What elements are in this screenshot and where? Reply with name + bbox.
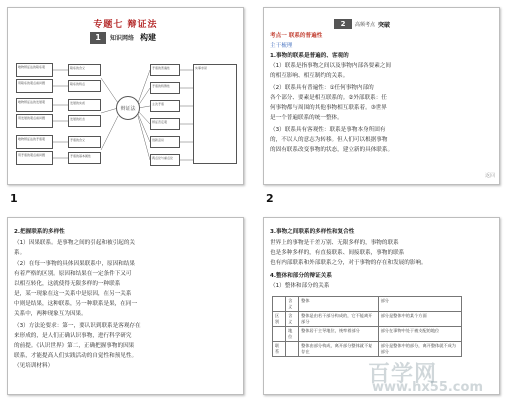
table-cell: 含义	[286, 312, 299, 327]
body-line: 是，某一现象在这一关系中是原因，在另一关系	[14, 291, 132, 297]
table-cell: 区别	[273, 312, 286, 327]
body-line: 4.整体和部分的辩证关系	[270, 273, 332, 279]
map-node: 主次矛盾	[150, 100, 180, 112]
map-node: 用联系的观点看问题	[16, 79, 53, 93]
table-row	[273, 312, 462, 327]
table-cell: 部分是整体中的部分，离开整体就不成为部分	[378, 342, 461, 357]
body-line: 的前提。《认识世界》第二，正确把握事物的因果	[14, 343, 135, 349]
table-cell: 部分	[378, 297, 461, 312]
body-line: 系。	[14, 250, 26, 256]
slide-title: 专题七 辩证法	[93, 20, 158, 30]
slide-1[interactable]	[7, 7, 244, 185]
body-line: （1）因果联系。是事物之间的引起和被引起的关	[14, 240, 136, 246]
map-node: 唯物辩证法的联系观	[16, 63, 53, 77]
table-header-row	[273, 297, 462, 312]
map-node: 用矛盾的观点看问题	[16, 151, 53, 165]
body-line: （2）联系具有普遍性：①任何事物内部的	[270, 85, 374, 91]
body-line: 世界上的事物是千差万别、无限多样的，事物的联系	[270, 240, 399, 246]
body-line: 的，不以人的意志为转移。但人们可以根据事物	[270, 137, 388, 143]
table-cell	[273, 297, 286, 312]
slide-header	[334, 19, 390, 29]
body-line: 中则是结果，这种联系，另一种联系是果，在同一	[14, 301, 138, 307]
slide-number: 2	[266, 192, 274, 205]
band-highlight: 构建	[140, 33, 157, 42]
band-number: 1	[90, 32, 106, 44]
table-row	[273, 342, 462, 357]
map-node: 联系的含义	[68, 64, 101, 76]
body-line: （1）整体和部分的关系	[270, 283, 330, 289]
body-line: 何事物都与周围的其他事物相互联系着。③世界	[270, 105, 387, 111]
body-line: 的相互影响、相互制约的关系。	[270, 73, 349, 79]
table-cell: 部分是整体中的某个方面	[378, 312, 461, 327]
body-line: 各个部分、要素是相互联系的。②外部联系：任	[270, 95, 387, 101]
section-label: 主干梳理	[270, 43, 293, 49]
table-cell: 整体	[299, 297, 378, 312]
slide-3[interactable]	[7, 217, 244, 395]
body-line: （2）在每一事物的具体因果联系中，原因和结果	[14, 261, 136, 267]
watermark-url: www.hx55.com	[372, 380, 483, 395]
header-key: 突破	[378, 21, 391, 29]
map-node: 联系的特点	[68, 80, 101, 92]
table-cell	[273, 327, 286, 342]
body-line: （见培训材料）	[14, 363, 54, 369]
header-sub: 高频考点	[355, 21, 376, 28]
table-cell: 地位	[286, 327, 299, 342]
map-node: 实事求是	[193, 64, 237, 164]
table-cell: 整体是由若干部分构成的，它不能离开部分	[299, 312, 378, 327]
body-line: （1）联系是指事物之间以及事物内部各要素之间	[270, 63, 392, 69]
body-line: 的固有联系改变事物的状态，建立新的具体联系。	[270, 147, 394, 153]
body-line: （3）方法论要求：第一，要认识到联系是客观存在	[14, 323, 141, 329]
body-line: 有着严格的区别。原因和结果在一定条件下又可	[14, 271, 132, 277]
table-cell: 部分在事物中处于被支配的地位	[378, 327, 461, 342]
map-node: 发展的状态	[68, 115, 101, 127]
map-node: 唯物辩证法的发展观	[16, 98, 53, 112]
body-line: 关系中，两种现象互为因果。	[14, 311, 87, 317]
map-node: 矛盾的特殊性	[150, 82, 180, 94]
table-row	[273, 327, 462, 342]
map-center-node: 辩证法	[116, 96, 140, 120]
map-node: 唯物辩证法的矛盾观	[16, 135, 53, 149]
slide-number: 1	[10, 192, 18, 205]
body-line: （3）联系具有客观性：联系是事物本身所固有	[270, 127, 386, 133]
body-line: 2.把握联系的多样性	[14, 229, 65, 235]
body-line: 是一个普遍联系的统一整体。	[270, 115, 343, 121]
body-line: 也是多种多样的，有直接联系、间接联系，事物的联系	[270, 250, 405, 256]
table-cell: 含义	[286, 297, 299, 312]
body-line: 3.事物之间联系的多样性和复合性	[270, 229, 355, 235]
slide-2[interactable]	[263, 7, 500, 185]
map-node: 用发展的观点看问题	[16, 114, 53, 128]
map-node: 矛盾的普遍性	[150, 64, 180, 76]
map-node: 辩证否定观	[150, 118, 180, 130]
body-line: 来形成的，是人们正确认识事物，进行科学研究	[14, 333, 132, 339]
band-text: 知识网络	[110, 35, 135, 42]
map-node: 发展的实质	[68, 99, 101, 111]
table-cell: 整体由部分构成，离开部分整体就不复存在	[299, 342, 378, 357]
watermark-text: 百学网	[368, 361, 438, 387]
map-node: 矛盾的含义	[68, 136, 101, 148]
body-line: 也有内部联系和外部联系之分，对于事物的存在和发展的影响。	[270, 260, 427, 266]
map-node: 矛盾的基本属性	[68, 152, 101, 164]
header-badge: 2	[334, 19, 352, 29]
body-line: 以相互转化，这就使得无限多样的一种联系	[14, 281, 121, 287]
body-line: 联系，才能提高人们实践活动的自觉性和预见性。	[14, 353, 138, 359]
point-title: 考点一 联系的普遍性	[270, 33, 323, 39]
table-cell	[286, 342, 299, 357]
comparison-table	[272, 296, 462, 357]
table-cell: 整体居于主导地位，统率着部分	[299, 327, 378, 342]
body-line: 1.事物的联系是普遍的、客观的	[270, 53, 349, 59]
table-cell: 联系	[273, 342, 286, 357]
map-node: 创新意识	[150, 136, 180, 148]
map-node: 两点论与重点论	[150, 154, 180, 166]
return-link[interactable]: 返回	[484, 173, 495, 179]
